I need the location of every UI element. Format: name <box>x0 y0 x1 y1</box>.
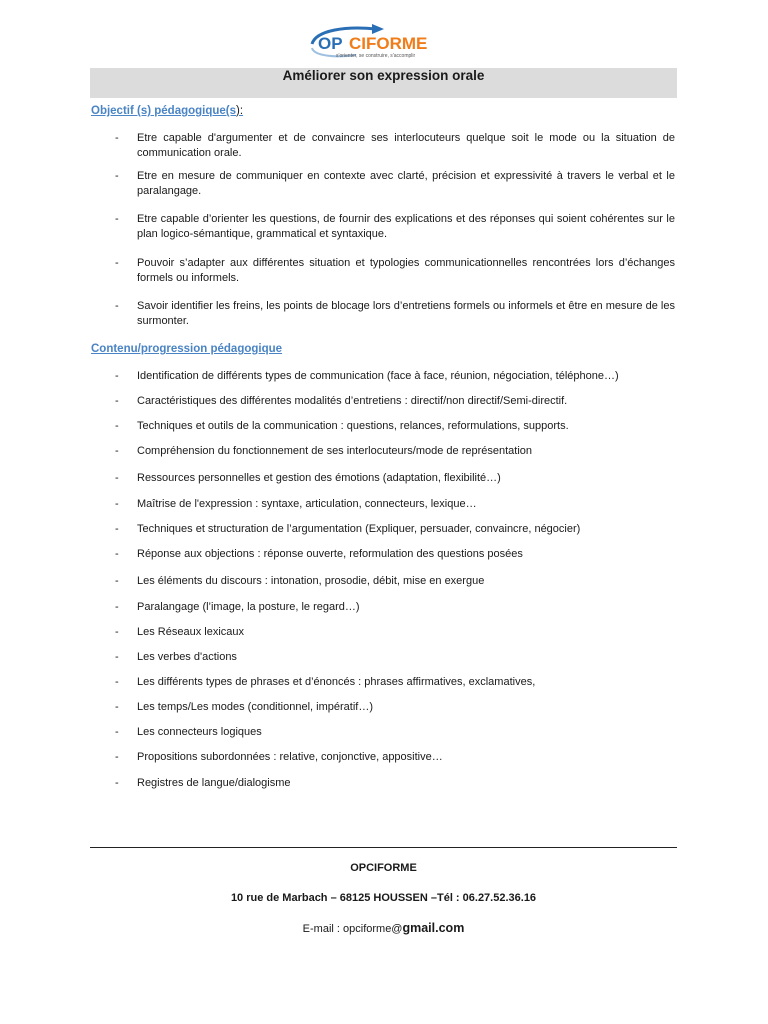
list-item-text: Maîtrise de l'expression : syntaxe, articulation, connecteurs, lexique… <box>137 498 477 510</box>
list-bullet: - <box>115 370 119 382</box>
list-bullet: - <box>115 445 119 457</box>
objectives-heading <box>91 104 243 118</box>
list-bullet: - <box>115 213 119 225</box>
footer-company: OPCIFORME <box>350 862 417 874</box>
list-bullet: - <box>115 420 119 432</box>
list-item-text: Techniques et structuration de l’argumentation (Expliquer, persuader, convaincre, négocier) <box>137 523 581 535</box>
list-item-text: Réponse aux objections : réponse ouverte, reformulation des questions posées <box>137 548 523 560</box>
content-heading: Contenu/progression pédagogique <box>91 343 283 355</box>
list-item-text: Les verbes d'actions <box>137 651 237 663</box>
list-bullet: - <box>115 726 119 738</box>
logo-text-suffix: CIFORME <box>349 34 428 53</box>
footer-email-label: E-mail : opciforme@ <box>302 923 403 935</box>
list-item-text: Techniques et outils de la communication : questions, relances, reformulations, supports. <box>137 420 569 432</box>
list-item-text: Les éléments du discours : intonation, prosodie, débit, mise en exergue <box>137 575 485 587</box>
footer-email-domain: gmail.com <box>402 921 465 935</box>
list-item-text: Identification de différents types de communication (face à face, réunion, négociation, téléphone…) <box>137 370 619 382</box>
list-item-text: Ressources personnelles et gestion des émotions (adaptation, flexibilité…) <box>137 472 501 484</box>
list-item-text: Les différents types de phrases et d’énoncés : phrases affirmatives, exclamatives, <box>137 676 536 688</box>
list-bullet: - <box>115 472 119 484</box>
list-item-text: Etre capable d’orienter les questions, de fournir des explications et des réponses qui soient cohérentes sur le plan logico-sémantique, grammatical et syntaxique. <box>137 213 675 240</box>
list-bullet: - <box>115 777 119 789</box>
objectives-heading-suffix: ): <box>236 105 244 117</box>
footer-divider <box>90 847 677 848</box>
logo-text-prefix: OP <box>318 34 343 53</box>
list-item-text: Pouvoir s’adapter aux différentes situation et typologies communicationnelles rencontrées lors d’échanges formels ou informels. <box>137 257 675 284</box>
page-title: Améliorer son expression orale <box>282 68 485 83</box>
list-item-text: Paralangage (l’image, la posture, le regard…) <box>137 601 360 613</box>
list-bullet: - <box>115 601 119 613</box>
list-bullet: - <box>115 498 119 510</box>
list-item-text: Etre capable d'argumenter et de convaincre ses interlocuteurs quelque soit le mode ou la situation de communication orale. <box>137 132 675 159</box>
list-item-text: Propositions subordonnées : relative, conjonctive, appositive… <box>137 751 443 763</box>
list-item-text: Savoir identifier les freins, les points de blocage lors d’entretiens formels ou informels et être en mesure de les surmonter. <box>137 300 675 327</box>
list-bullet: - <box>115 132 119 144</box>
list-bullet: - <box>115 523 119 535</box>
objectives-heading-text: Objectif (s) pédagogique(s <box>91 105 237 117</box>
list-bullet: - <box>115 548 119 560</box>
list-bullet: - <box>115 651 119 663</box>
list-bullet: - <box>115 701 119 713</box>
opciforme-logo <box>306 22 458 62</box>
list-item-text: Les Réseaux lexicaux <box>137 626 245 638</box>
list-bullet: - <box>115 170 119 182</box>
footer-email <box>90 921 677 936</box>
list-bullet: - <box>115 626 119 638</box>
list-bullet: - <box>115 676 119 688</box>
list-item-text: Registres de langue/dialogisme <box>137 777 291 789</box>
list-item-text: Les connecteurs logiques <box>137 726 262 738</box>
title-bar <box>90 68 677 98</box>
list-item-text: Caractéristiques des différentes modalités d’entretiens : directif/non directif/Semi-directif. <box>137 395 568 407</box>
list-bullet: - <box>115 395 119 407</box>
list-bullet: - <box>115 575 119 587</box>
list-item-text: Les temps/Les modes (conditionnel, impératif…) <box>137 701 373 713</box>
list-item-text: Etre en mesure de communiquer en contexte avec clarté, précision et expressivité à travers le verbal et le paralangage. <box>137 170 675 197</box>
footer-address: 10 rue de Marbach – 68125 HOUSSEN –Tél : 06.27.52.36.16 <box>230 892 537 904</box>
list-item-text: Compréhension du fonctionnement de ses interlocuteurs/mode de représentation <box>137 445 533 457</box>
list-bullet: - <box>115 257 119 269</box>
list-bullet: - <box>115 751 119 763</box>
logo-tagline: s'orienter, se construire, s'accomplir <box>336 53 416 59</box>
list-bullet: - <box>115 300 119 312</box>
